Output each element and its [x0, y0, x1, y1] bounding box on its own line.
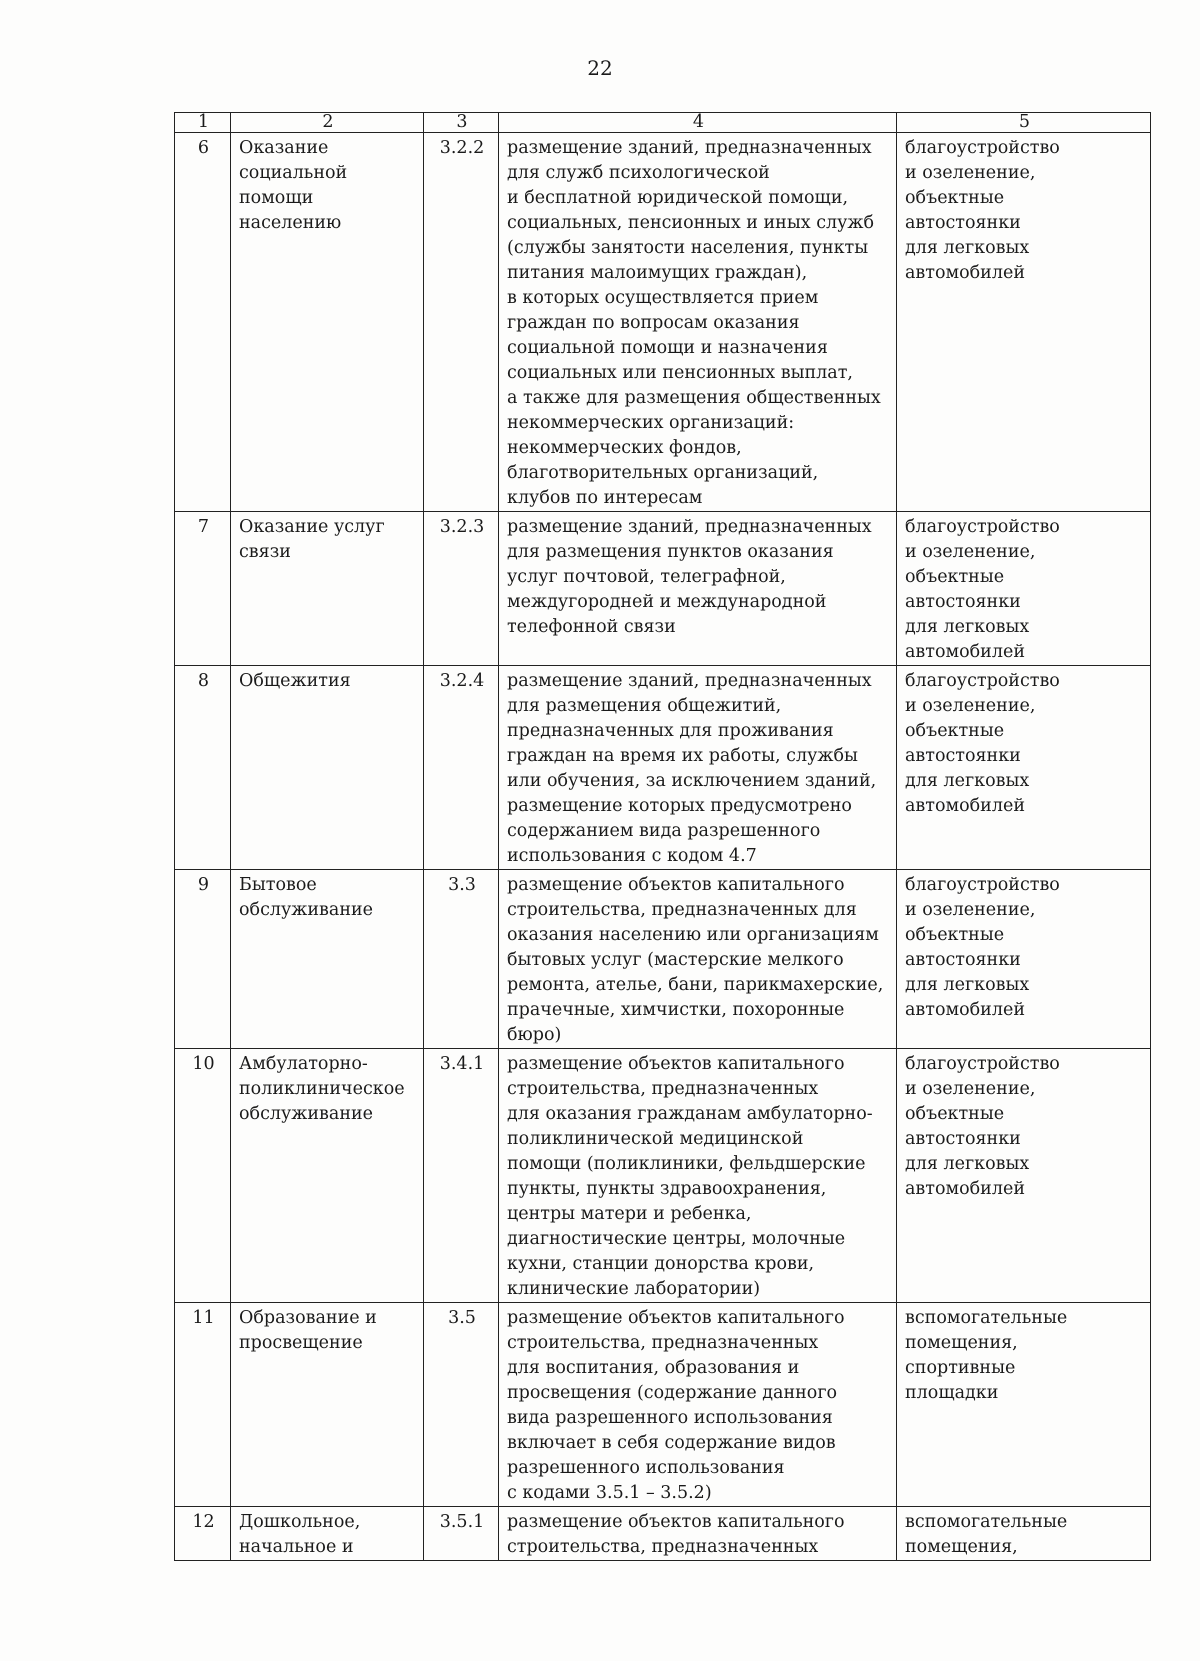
row-number: 10	[192, 1054, 215, 1074]
header-col-2: 2	[231, 113, 424, 133]
land-use-table	[174, 112, 1151, 1561]
use-type-code: 3.2.4	[439, 671, 485, 691]
use-type-name: Оказание услуг связи	[239, 517, 385, 562]
use-type-description: размещение зданий, предназначенных для размещения общежитий, предназначенных для проживания граждан на время их работы, службы или обучения, за исключением зданий, размещение которых предусмотрено содержанием вида разрешенного использования с кодом 4.7	[507, 671, 877, 866]
use-type-name: Дошкольное, начальное и	[239, 1512, 361, 1557]
auxiliary-use: благоустройство и озеленение, объектные автостоянки для легковых автомобилей	[905, 875, 1060, 1020]
use-type-code: 3.4.1	[439, 1054, 485, 1074]
header-col-5: 5	[897, 113, 1151, 133]
use-type-description: размещение объектов капитального строительства, предназначенных для оказания населению или организациям бытовых услуг (мастерские мелкого ремонта, ателье, бани, парикмахерские, прачечные, химчистки, похоронные бюро)	[507, 875, 884, 1045]
table-row	[175, 1049, 1151, 1303]
auxiliary-use: вспомогательные помещения,	[905, 1512, 1068, 1557]
auxiliary-use: благоустройство и озеленение, объектные автостоянки для легковых автомобилей	[905, 1054, 1060, 1199]
use-type-name: Образование и просвещение	[239, 1308, 377, 1353]
table-row	[175, 512, 1151, 666]
row-number: 9	[197, 875, 210, 895]
row-number: 12	[192, 1512, 215, 1532]
row-number: 11	[192, 1308, 215, 1328]
use-type-description: размещение объектов капитального строительства, предназначенных	[507, 1512, 845, 1557]
table-row	[175, 1507, 1151, 1561]
header-col-1: 1	[175, 113, 231, 133]
table-row	[175, 666, 1151, 870]
auxiliary-use: благоустройство и озеленение, объектные автостоянки для легковых автомобилей	[905, 517, 1060, 662]
table-row	[175, 1303, 1151, 1507]
table-header-row	[175, 113, 1151, 133]
use-type-name: Оказание социальной помощи населению	[239, 138, 348, 233]
use-type-code: 3.3	[448, 875, 476, 895]
header-col-3: 3	[424, 113, 499, 133]
row-number: 7	[197, 517, 210, 537]
auxiliary-use: благоустройство и озеленение, объектные автостоянки для легковых автомобилей	[905, 138, 1060, 283]
row-number: 8	[197, 671, 210, 691]
row-number: 6	[197, 138, 210, 158]
use-type-name: Амбулаторно- поликлиническое обслуживание	[239, 1054, 405, 1124]
auxiliary-use: вспомогательные помещения, спортивные площадки	[905, 1308, 1068, 1403]
use-type-name: Общежития	[239, 671, 351, 691]
table-row	[175, 133, 1151, 512]
use-type-code: 3.5	[448, 1308, 476, 1328]
use-type-name: Бытовое обслуживание	[239, 875, 374, 920]
use-type-code: 3.2.2	[439, 138, 485, 158]
table-row	[175, 870, 1151, 1049]
auxiliary-use: благоустройство и озеленение, объектные автостоянки для легковых автомобилей	[905, 671, 1060, 816]
header-col-4: 4	[499, 113, 897, 133]
use-type-description: размещение зданий, предназначенных для размещения пунктов оказания услуг почтовой, телеграфной, междугородней и международной телефонной связи	[507, 517, 872, 637]
use-type-code: 3.5.1	[439, 1512, 485, 1532]
use-type-code: 3.2.3	[439, 517, 485, 537]
page-number: 22	[587, 56, 613, 80]
use-type-description: размещение объектов капитального строительства, предназначенных для оказания гражданам амбулаторно- поликлинической медицинской помощи (поликлиники, фельдшерские пункты, пункты здравоохранения, центры матери и ребенка, диагностические центры, молочные кухни, станции донорства крови, клинические лаборатории)	[507, 1054, 873, 1299]
use-type-description: размещение зданий, предназначенных для служб психологической и бесплатной юридической помощи, социальных, пенсионных и иных служб (службы занятости населения, пункты питания малоимущих граждан), в которых осуществляется прием граждан по вопросам оказания социальной помощи и назначения социальных или пенсионных выплат, а также для размещения общественных некоммерческих организаций: некоммерческих фондов, благотворительных организаций, клубов по интересам	[507, 138, 881, 508]
use-type-description: размещение объектов капитального строительства, предназначенных для воспитания, образования и просвещения (содержание данного вида разрешенного использования включает в себя содержание видов разрешенного использования с кодами 3.5.1 – 3.5.2)	[507, 1308, 845, 1503]
